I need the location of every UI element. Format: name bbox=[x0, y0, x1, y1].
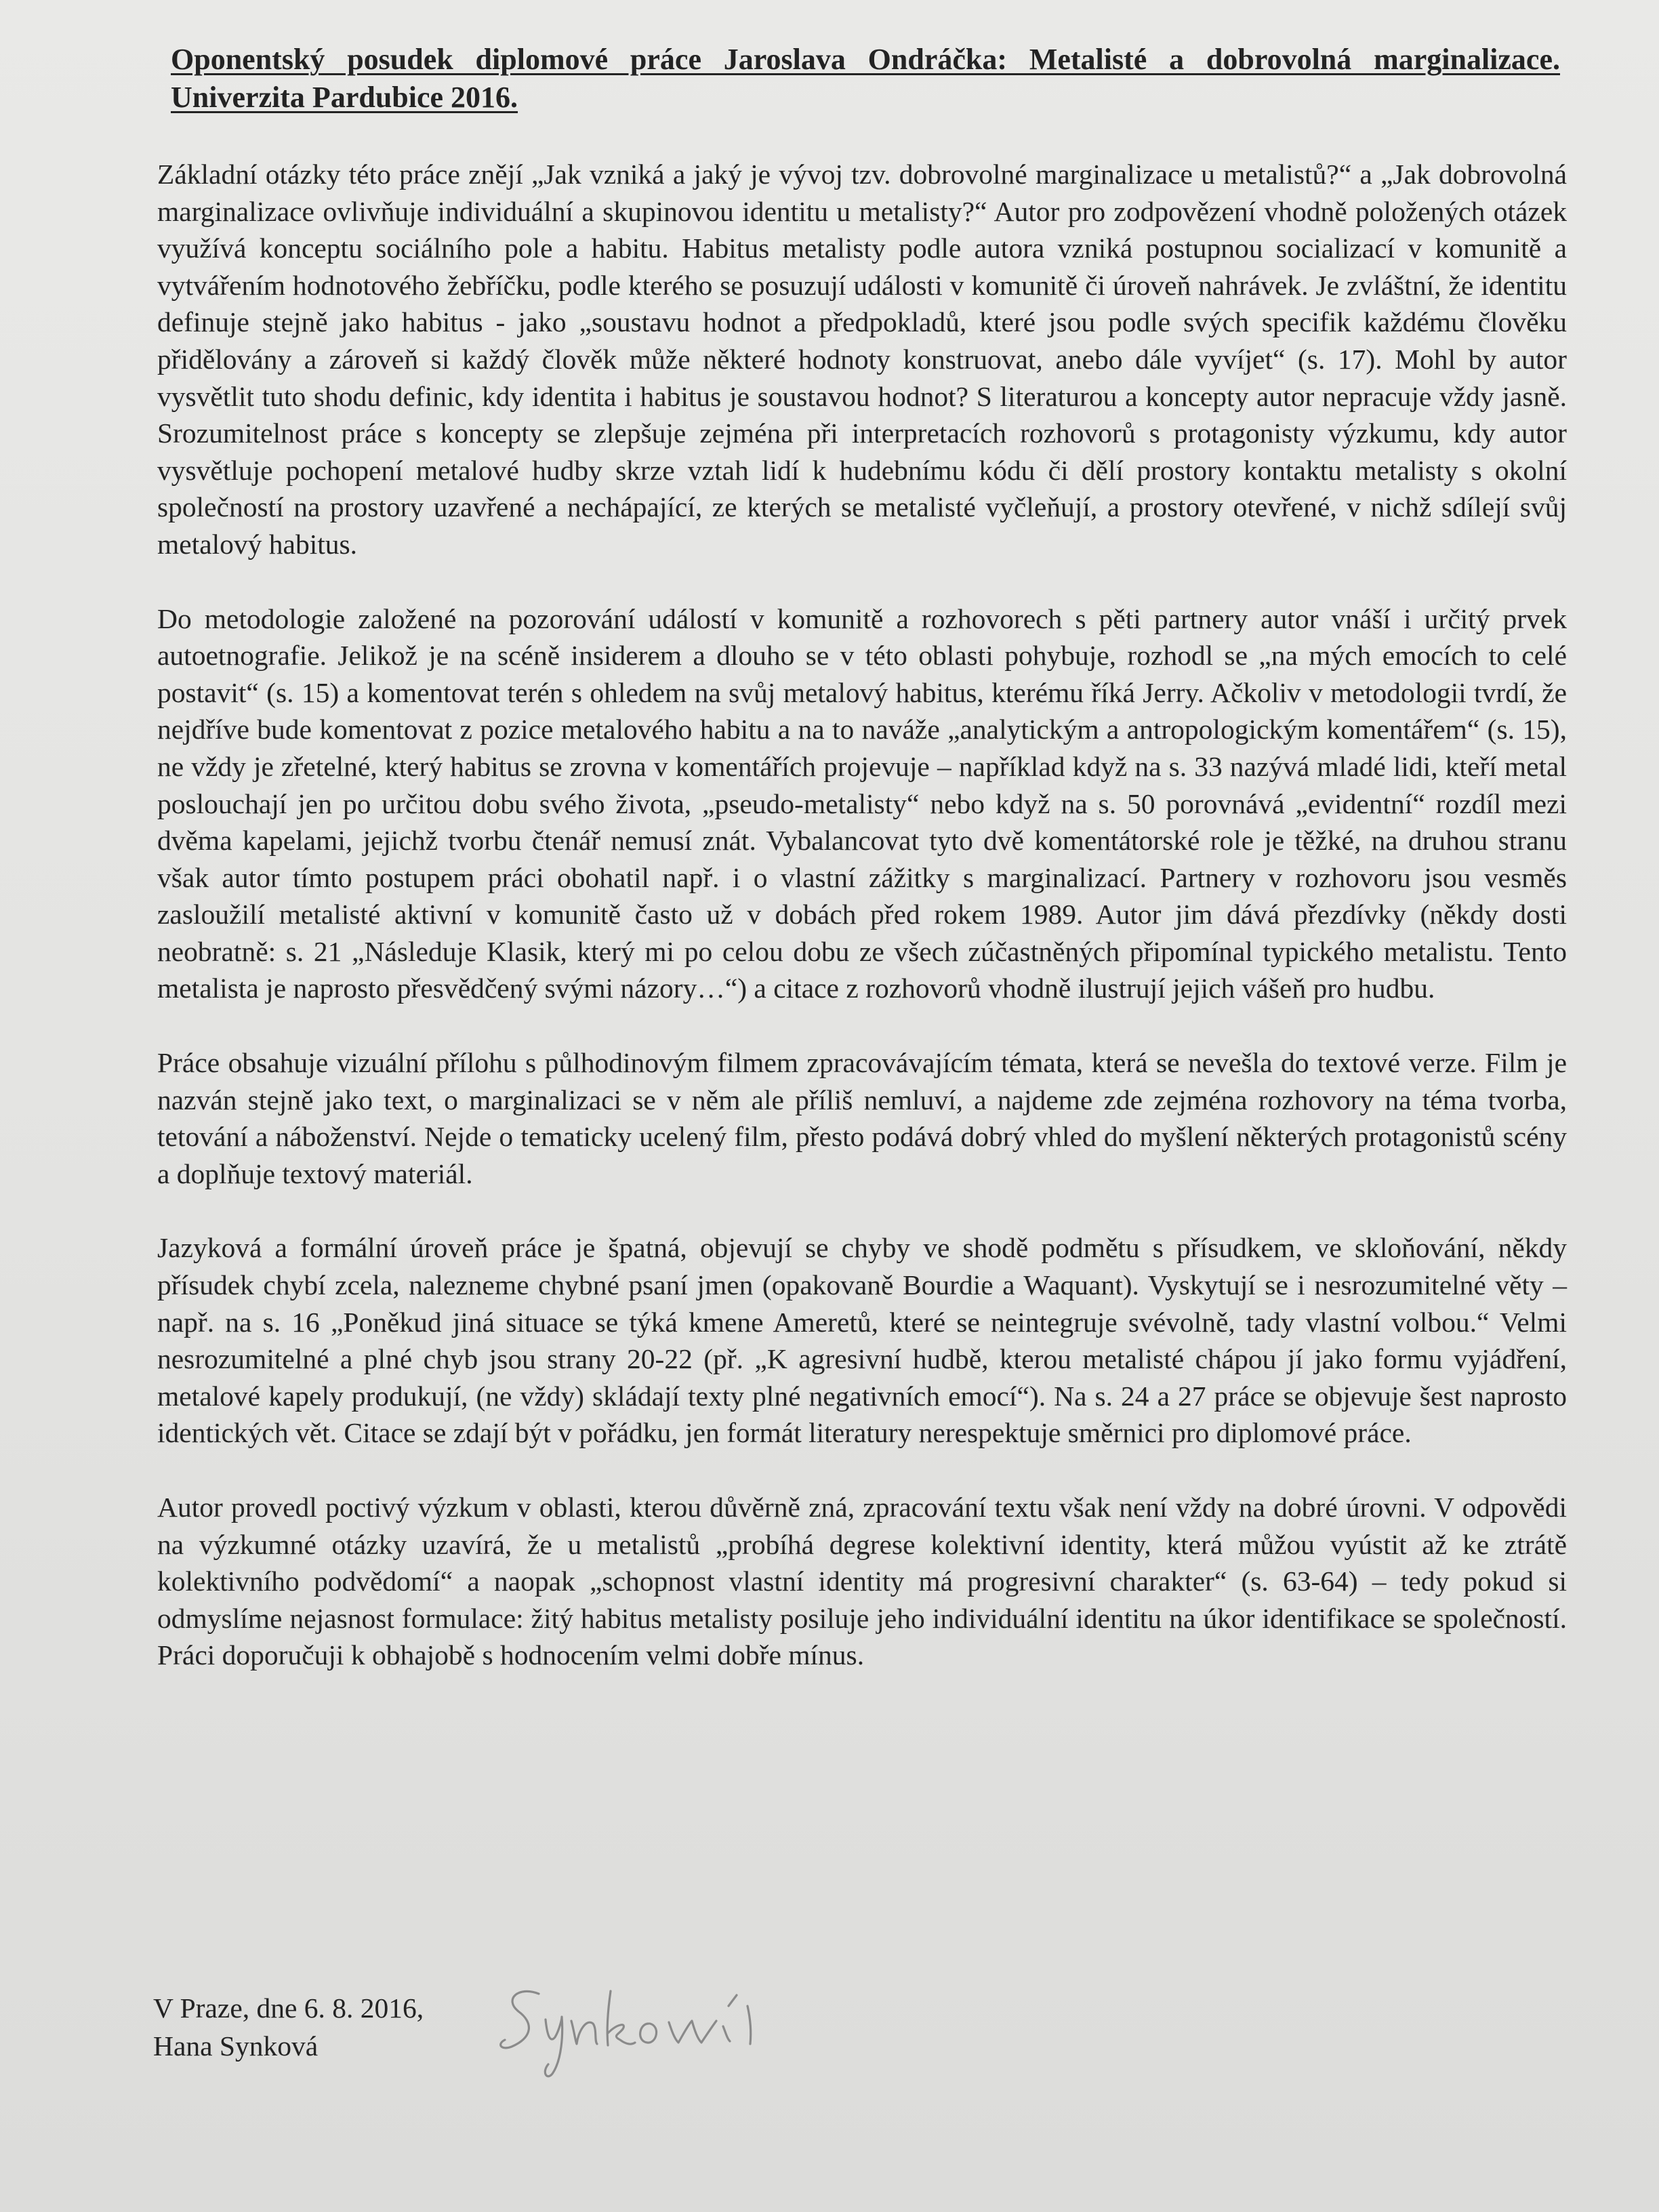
handwritten-signature bbox=[491, 1979, 790, 2081]
paragraph-conclusion: Autor provedl poctivý výzkum v oblasti, kterou důvěrně zná, zpracování textu však není vždy na dobré úrovni. V odpovědi na výzkumné otázky uzavírá, že u metalistů „probíhá degrese kolektivní identity, která můžou vyústit až ke ztrátě kolektivního podvědomí“ a naopak „schopnost vlastní identity má progresivní charakter“ (s. 63-64) – tedy pokud si odmyslíme nejasnost formulace: žitý habitus metalisty posiluje jeho individuální identitu na úkor identifikace se společností. Práci doporučuji k obhajobě s hodnocením velmi dobře mínus. bbox=[157, 1492, 1567, 1671]
document-title: Oponentský posudek diplomové práce Jaroslava Ondráčka: Metalisté a dobrovolná marginalizace. Univerzita Pardubice 2016. bbox=[171, 43, 1560, 114]
document-body bbox=[157, 41, 1567, 1711]
paragraph-methodology: Do metodologie založené na pozorování událostí v komunitě a rozhovorech s pěti partnery autor vnáší i určitý prvek autoetnografie. Jelikož je na scéně insiderem a dlouho se v této oblasti pohybuje, rozhodl se „na mých emocích to celé postavit“ (s. 15) a komentovat terén s ohledem na svůj metalový habitus, kterému říká Jerry. Ačkoliv v metodologii tvrdí, že nejdříve bude komentovat z pozice metalového habitu a na to naváže „analytickým a antropologickým komentářem“ (s. 15), ne vždy je zřetelné, který habitus se zrovna v komentářích projevuje – například když na s. 33 nazývá mladé lidi, kteří metal poslouchají jen po určitou dobu svého života, „pseudo-metalisty“ nebo když na s. 50 porovnává „evidentní“ rozdíl mezi dvěma kapelami, jejichž tvorbu čtenář nemusí znát. Vybalancovat tyto dvě komentátorské role je těžké, na druhou stranu však autor tímto postupem práci obohatil např. i o vlastní zážitky s marginalizací. Partnery v rozhovoru jsou vesměs zasloužilí metalisté aktivní v komunitě často už v dobách před rokem 1989. Autor jim dává přezdívky (někdy dosti neobratně: s. 21 „Následuje Klasik, který mi po celou dobu ze všech zúčastněných připomínal typického metalistu. Tento metalista je naprosto přesvědčený svými názory…“) a citace z rozhovorů vhodně ilustrují jejich vášeň pro hudbu. bbox=[157, 602, 1567, 1004]
paragraph-visual-appendix: Práce obsahuje vizuální přílohu s půlhodinovým filmem zpracovávajícím témata, která se nevešla do textové verze. Film je nazván stejně jako text, o marginalizaci se v něm ale příliš nemluví, a najdeme zde zejména rozhovory na téma tvorba, tetování a náboženství. Nejde o tematicky ucelený film, přesto podává dobrý vhled do myšlení některých protagonistů scény a doplňuje textový materiál. bbox=[157, 1047, 1567, 1189]
paragraph-language-quality: Jazyková a formální úroveň práce je špatná, objevují se chyby ve shodě podmětu s přísudkem, ve skloňování, někdy přísudek chybí zcela, nalezneme chybné psaní jmen (opakovaně Bourdie a Waquant). Vyskytují se i nesrozumitelné věty – např. na s. 16 „Poněkud jiná situace se týká kmene Ameretů, které se neintegruje svévolně, tady vlastní volbou.“ Velmi nesrozumitelné a plné chyb jsou strany 20-22 (př. „K agresivní hudbě, kterou metalisté chápou jí jako formu vyjádření, metalové kapely produkují, (ne vždy) skládají texty plné negativních emocí“). Na s. 24 a 27 práce se objevuje šest naprosto identických vět. Citace se zdají být v pořádku, jen formát literatury nerespektuje směrnici pro diplomové práce. bbox=[157, 1232, 1567, 1449]
signoff-place-date: V Praze, dne 6. 8. 2016, bbox=[153, 1992, 424, 2024]
signoff-block bbox=[153, 1989, 424, 2065]
signoff-author: Hana Synková bbox=[153, 2030, 319, 2062]
paragraph-research-questions: Základní otázky této práce znějí „Jak vzniká a jaký je vývoj tzv. dobrovolné marginalizace u metalistů?“ a „Jak dobrovolná marginalizace ovlivňuje individuální a skupinovou identitu u metalisty?“ Autor pro zodpovězení vhodně položených otázek využívá konceptu sociálního pole a habitu. Habitus metalisty podle autora vzniká postupnou socializací v komunitě a vytvářením hodnotového žebříčku, podle kterého se posuzují události v komunitě či úroveň nahrávek. Je zvláštní, že identitu definuje stejně jako habitus - jako „soustavu hodnot a předpokladů, které jsou podle svých specifik každému člověku přidělovány a zároveň si každý člověk může některé hodnoty konstruovat, anebo dále vyvíjet“ (s. 17). Mohl by autor vysvětlit tuto shodu definic, kdy identita i habitus je soustavou hodnot? S literaturou a koncepty autor nepracuje vždy jasně. Srozumitelnost práce s koncepty se zlepšuje zejména při interpretacích rozhovorů s protagonisty výzkumu, kdy autor vysvětluje pochopení metalové hudby skrze vztah lidí k hudebnímu kódu či dělí prostory kontaktu metalisty s okolní společností na prostory uzavřené a nechápající, ze kterých se metalisté vyčleňují, a prostory otevřené, v nichž sdílejí svůj metalový habitus. bbox=[157, 159, 1567, 560]
